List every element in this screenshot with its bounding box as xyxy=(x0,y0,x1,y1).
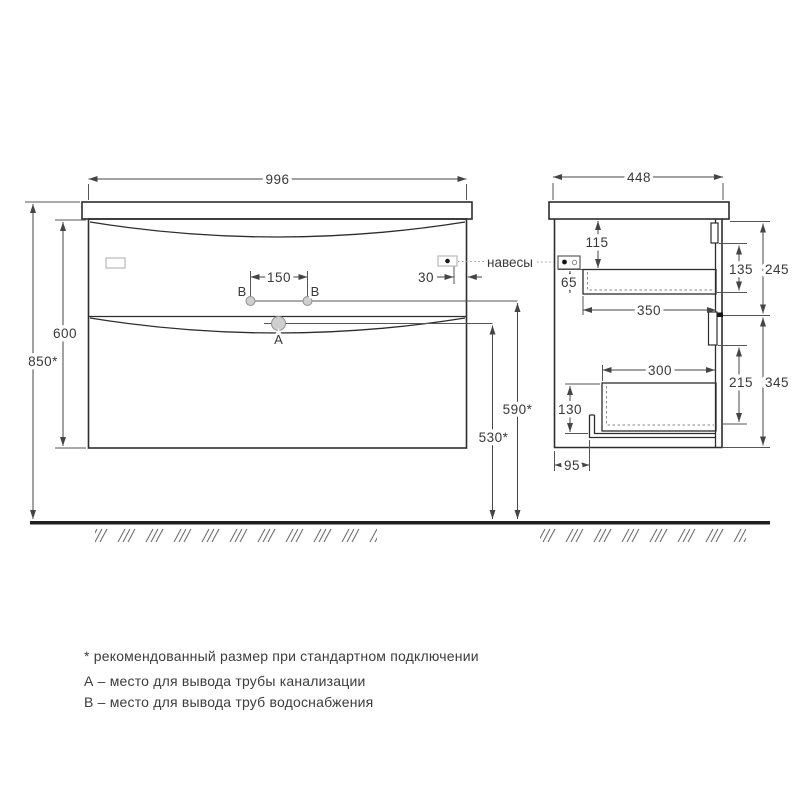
dim-bottom-recess-label: 95 xyxy=(563,458,581,473)
left-hanger-icon xyxy=(106,258,125,268)
dim-135-label: 135 xyxy=(728,262,754,277)
side-hanger-dot xyxy=(562,260,567,265)
side-lower-drawer-dashed xyxy=(607,386,715,425)
dim-height-floor-label: 850* xyxy=(28,354,58,369)
dim-depth-label: 448 xyxy=(626,170,652,185)
floor-hatch-right xyxy=(540,527,746,544)
dim-130 xyxy=(558,384,600,434)
dim-drawer-bottom-label: 300 xyxy=(647,363,673,378)
side-right-extensions xyxy=(717,222,770,448)
side-hanger-bracket xyxy=(558,256,583,270)
dim-depth xyxy=(553,170,723,200)
dim-hanger-offset-label: 30 xyxy=(417,270,435,285)
point-b-right-label: B xyxy=(310,284,320,299)
dim-cabinet-height-label: 600 xyxy=(52,326,78,341)
dim-245-label: 245 xyxy=(764,262,790,277)
dim-drawer-top xyxy=(583,296,716,318)
floor-line xyxy=(30,521,770,525)
dim-supply-height-label: 590* xyxy=(502,402,533,417)
hangers-callout xyxy=(458,255,556,270)
dim-215-label: 215 xyxy=(728,375,754,390)
dim-130-label: 130 xyxy=(557,402,583,417)
dim-drain-height xyxy=(479,326,509,520)
front-view xyxy=(25,172,533,519)
dim-hanger-offset xyxy=(418,267,482,286)
side-bottom-recess-profile xyxy=(590,415,716,438)
hangers-callout-label: навесы xyxy=(487,255,533,270)
footnote-asterisk: * рекомендованный размер при стандартном подключении xyxy=(84,648,479,664)
point-a-label: A xyxy=(274,332,283,347)
point-a xyxy=(272,317,286,331)
side-view xyxy=(549,170,789,473)
front-upper-drawer-curve xyxy=(90,222,465,237)
dim-width xyxy=(89,172,467,200)
dim-135 xyxy=(729,246,753,291)
point-b-left-label: B xyxy=(237,284,247,299)
dim-cabinet-height xyxy=(53,220,86,448)
dim-bottom-recess xyxy=(555,440,590,473)
wall-rail-upper xyxy=(711,223,718,243)
footnotes xyxy=(84,648,479,710)
right-hanger-dot xyxy=(445,259,450,264)
dim-drawer-top-label: 350 xyxy=(636,303,662,318)
dim-width-label: 996 xyxy=(265,172,290,187)
dim-245 xyxy=(763,224,789,314)
floor-hatch-left xyxy=(95,527,377,544)
dim-hanger-from-top xyxy=(585,221,608,268)
dim-height-floor xyxy=(25,202,80,519)
dim-345-label: 345 xyxy=(764,375,790,390)
dim-215 xyxy=(729,348,753,423)
floor xyxy=(30,521,770,544)
dim-hanger-drop-label: 65 xyxy=(560,275,578,290)
dim-hanger-from-top-label: 115 xyxy=(585,235,609,250)
dim-drain-height-label: 530* xyxy=(478,430,509,445)
wall-rail-lower xyxy=(709,312,718,345)
side-lower-drawer-box xyxy=(602,383,716,431)
dim-b-spacing xyxy=(251,270,308,285)
dim-hanger-drop xyxy=(561,271,577,293)
footnote-point-b: В – место для вывода труб водоснабжения xyxy=(84,694,374,710)
wall-rail-lower-mark xyxy=(718,313,724,318)
front-countertop xyxy=(82,202,472,219)
point-b-left xyxy=(246,297,255,306)
footnote-point-a: А – место для вывода трубы канализации xyxy=(84,673,366,689)
dim-345 xyxy=(763,318,789,446)
side-upper-drawer-dashed xyxy=(588,272,715,290)
dim-supply-height xyxy=(503,303,533,519)
dim-b-spacing-label: 150 xyxy=(266,270,292,285)
dim-drawer-bottom xyxy=(603,363,716,381)
side-countertop xyxy=(549,202,729,219)
